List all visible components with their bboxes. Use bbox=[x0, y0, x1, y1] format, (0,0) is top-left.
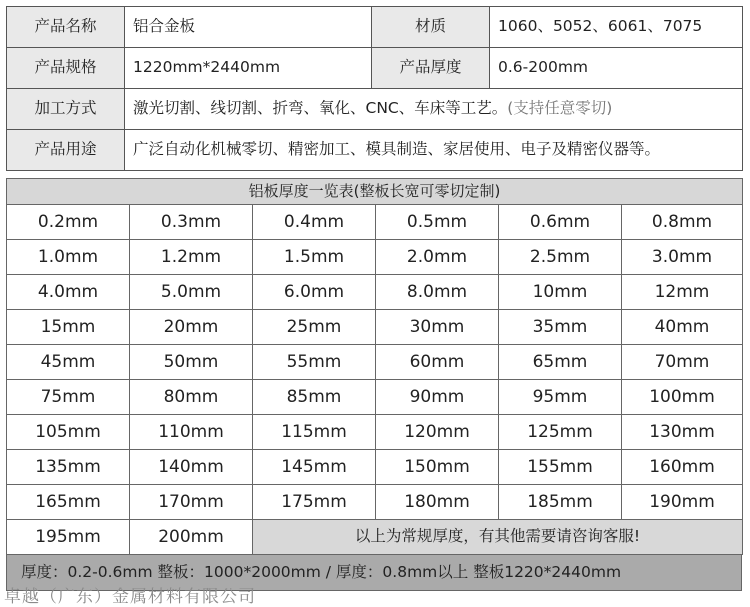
process-cell bbox=[125, 89, 743, 130]
thickness-row bbox=[7, 415, 743, 450]
thickness-cell: 90mm bbox=[376, 380, 499, 415]
thickness-row bbox=[7, 345, 743, 380]
thickness-cell: 4.0mm bbox=[7, 275, 130, 310]
thickness-row-last bbox=[7, 520, 743, 555]
thickness-cell: 95mm bbox=[499, 380, 622, 415]
thickness-table-caption-row bbox=[7, 179, 743, 205]
thickness-row bbox=[7, 310, 743, 345]
thickness-cell: 175mm bbox=[253, 485, 376, 520]
thickness-row bbox=[7, 205, 743, 240]
spec-row-size-thickness bbox=[7, 48, 743, 89]
thickness-cell: 50mm bbox=[130, 345, 253, 380]
thickness-cell: 5.0mm bbox=[130, 275, 253, 310]
thickness-cell: 12mm bbox=[622, 275, 743, 310]
thickness-cell: 155mm bbox=[499, 450, 622, 485]
thickness-cell: 185mm bbox=[499, 485, 622, 520]
thickness-cell: 195mm bbox=[7, 520, 130, 555]
thickness-cell: 2.5mm bbox=[499, 240, 622, 275]
thickness-table-title: 铝板厚度一览表(整板长宽可零切定制) bbox=[7, 179, 743, 205]
spec-row-usage bbox=[7, 130, 743, 171]
usage-value: 广泛自动化机械零切、精密加工、模具制造、家居使用、电子及精密仪器等。 bbox=[125, 130, 743, 171]
thickness-cell: 150mm bbox=[376, 450, 499, 485]
thickness-cell: 160mm bbox=[622, 450, 743, 485]
thickness-label: 产品厚度 bbox=[372, 48, 490, 89]
usage-label: 产品用途 bbox=[7, 130, 125, 171]
thickness-cell: 0.2mm bbox=[7, 205, 130, 240]
process-note: (支持任意零切) bbox=[507, 99, 613, 118]
thickness-cell: 100mm bbox=[622, 380, 743, 415]
spec-table bbox=[6, 6, 743, 171]
spec-row-name-material bbox=[7, 7, 743, 48]
thickness-cell: 0.4mm bbox=[253, 205, 376, 240]
thickness-cell: 15mm bbox=[7, 310, 130, 345]
process-value: 激光切割、线切割、折弯、氧化、CNC、车床等工艺。 bbox=[133, 99, 508, 118]
thickness-cell: 65mm bbox=[499, 345, 622, 380]
thickness-cell: 1.0mm bbox=[7, 240, 130, 275]
thickness-row bbox=[7, 450, 743, 485]
thickness-cell: 190mm bbox=[622, 485, 743, 520]
thickness-note: 以上为常规厚度，有其他需要请咨询客服! bbox=[253, 520, 743, 555]
thickness-cell: 125mm bbox=[499, 415, 622, 450]
product-name-value: 铝合金板 bbox=[125, 7, 372, 48]
thickness-cell: 1.5mm bbox=[253, 240, 376, 275]
thickness-cell: 3.0mm bbox=[622, 240, 743, 275]
thickness-cell: 115mm bbox=[253, 415, 376, 450]
thickness-cell: 30mm bbox=[376, 310, 499, 345]
thickness-cell: 80mm bbox=[130, 380, 253, 415]
thickness-value: 0.6-200mm bbox=[490, 48, 743, 89]
thickness-cell: 130mm bbox=[622, 415, 743, 450]
thickness-cell: 75mm bbox=[7, 380, 130, 415]
thickness-cell: 70mm bbox=[622, 345, 743, 380]
thickness-cell: 0.6mm bbox=[499, 205, 622, 240]
thickness-cell: 40mm bbox=[622, 310, 743, 345]
thickness-cell: 55mm bbox=[253, 345, 376, 380]
thickness-cell: 200mm bbox=[130, 520, 253, 555]
thickness-cell: 135mm bbox=[7, 450, 130, 485]
thickness-cell: 6.0mm bbox=[253, 275, 376, 310]
thickness-cell: 20mm bbox=[130, 310, 253, 345]
size-value: 1220mm*2440mm bbox=[125, 48, 372, 89]
thickness-cell: 25mm bbox=[253, 310, 376, 345]
thickness-cell: 8.0mm bbox=[376, 275, 499, 310]
spec-row-process bbox=[7, 89, 743, 130]
thickness-cell: 35mm bbox=[499, 310, 622, 345]
thickness-cell: 0.3mm bbox=[130, 205, 253, 240]
thickness-cell: 120mm bbox=[376, 415, 499, 450]
thickness-cell: 140mm bbox=[130, 450, 253, 485]
product-name-label: 产品名称 bbox=[7, 7, 125, 48]
thickness-cell: 180mm bbox=[376, 485, 499, 520]
thickness-cell: 2.0mm bbox=[376, 240, 499, 275]
thickness-cell: 170mm bbox=[130, 485, 253, 520]
company-watermark: 卓越（广东）金属材料有限公司 bbox=[4, 587, 256, 607]
thickness-cell: 1.2mm bbox=[130, 240, 253, 275]
thickness-table bbox=[6, 178, 743, 555]
thickness-cell: 0.8mm bbox=[622, 205, 743, 240]
thickness-cell: 0.5mm bbox=[376, 205, 499, 240]
size-label: 产品规格 bbox=[7, 48, 125, 89]
thickness-row bbox=[7, 240, 743, 275]
thickness-cell: 85mm bbox=[253, 380, 376, 415]
thickness-cell: 45mm bbox=[7, 345, 130, 380]
thickness-cell: 165mm bbox=[7, 485, 130, 520]
footer-note: 厚度：0.2-0.6mm 整板：1000*2000mm / 厚度：0.8mm以上 整板1220*2440mm bbox=[6, 554, 742, 591]
thickness-cell: 10mm bbox=[499, 275, 622, 310]
material-label: 材质 bbox=[372, 7, 490, 48]
thickness-cell: 105mm bbox=[7, 415, 130, 450]
process-label: 加工方式 bbox=[7, 89, 125, 130]
thickness-cell: 60mm bbox=[376, 345, 499, 380]
thickness-row bbox=[7, 485, 743, 520]
thickness-cell: 110mm bbox=[130, 415, 253, 450]
material-value: 1060、5052、6061、7075 bbox=[490, 7, 743, 48]
thickness-row bbox=[7, 275, 743, 310]
thickness-row bbox=[7, 380, 743, 415]
thickness-cell: 145mm bbox=[253, 450, 376, 485]
